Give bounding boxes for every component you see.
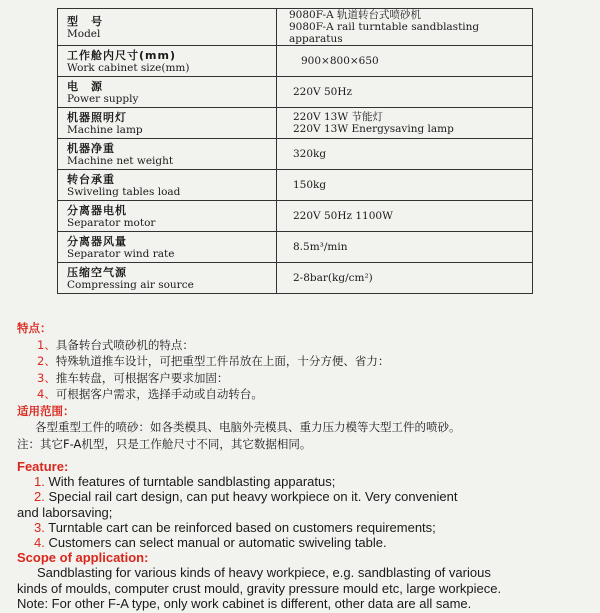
en-feature-item <box>17 474 592 489</box>
zh-label: 电 源 <box>67 79 103 93</box>
en-feature-item <box>17 489 592 504</box>
value-cell <box>277 201 533 232</box>
value-cell <box>277 263 533 294</box>
zh-label: 分离器风量 <box>67 234 127 248</box>
zh-label: 压缩空气源 <box>67 265 127 279</box>
item-number: 3、 <box>37 370 56 385</box>
item-number: 3. <box>34 519 45 535</box>
item-text: 特殊轨道推车设计，可把重型工件吊放在上面，十分方便、省力： <box>55 354 390 368</box>
item-text: With features of turntable sandblasting apparatus; <box>48 474 336 490</box>
table-row <box>58 139 533 170</box>
item-number: 4、 <box>37 387 56 401</box>
en-label: Machine lamp <box>67 123 143 136</box>
value-line: 220V 13W 节能灯 <box>293 111 383 123</box>
item-text: Turntable cart can be reinforced based on customers requirements; <box>48 519 436 535</box>
en-application-line: kinds of moulds, computer crust mould, gravity pressure mould etc, large workpiece. <box>17 580 502 596</box>
en-label: Swiveling tables load <box>67 185 181 198</box>
value-cell <box>277 77 533 108</box>
en-label: Model <box>67 27 101 40</box>
zh-label: 型 号 <box>67 14 103 28</box>
table-row <box>58 170 533 201</box>
value-line: 220V 50Hz 1100W <box>293 210 393 222</box>
en-feature-item <box>17 520 592 535</box>
label-cell <box>58 232 277 263</box>
en-label: Work cabinet size(mm) <box>67 61 190 74</box>
en-label: Machine net weight <box>67 154 174 167</box>
item-number: 1、 <box>37 337 56 352</box>
value-cell <box>277 232 533 263</box>
value-line: 9080F-A 轨道转台式喷砂机 <box>289 9 422 21</box>
zh-label: 分离器电机 <box>67 203 127 217</box>
label-cell <box>58 77 277 108</box>
table-row <box>58 108 533 139</box>
label-cell <box>58 263 277 294</box>
en-note: Note: For other F-A type, only work cabinet is different, other data are all same. <box>17 595 472 611</box>
label-cell <box>58 139 277 170</box>
item-number: 4. <box>34 535 45 551</box>
cn-feature-item <box>17 370 587 387</box>
en-label: Compressing air source <box>67 278 194 291</box>
zh-label: 机器净重 <box>67 141 115 155</box>
value-cell <box>277 139 533 170</box>
value-cell <box>277 9 533 46</box>
en-label: Power supply <box>67 92 139 105</box>
zh-label: 工作舱内尺寸(mm) <box>67 48 176 62</box>
label-cell <box>58 201 277 232</box>
table-row <box>58 263 533 294</box>
label-cell <box>58 108 277 139</box>
value-line: 900×800×650 <box>301 55 379 67</box>
table-row <box>58 201 533 232</box>
value-line: 9080F-A rail turntable sandblasting apparatus <box>289 21 480 45</box>
label-cell <box>58 9 277 46</box>
en-feature-continuation: and laborsaving; <box>17 504 113 520</box>
item-number: 2. <box>34 489 45 505</box>
en-description <box>17 459 592 611</box>
table-row <box>58 9 533 46</box>
item-number: 2、 <box>37 354 56 368</box>
en-label: Separator wind rate <box>67 247 175 260</box>
en-feature-item <box>17 535 592 550</box>
value-line: 150kg <box>293 179 327 191</box>
zh-label: 转台承重 <box>67 172 115 186</box>
value-line: 220V 13W Energysaving lamp <box>293 123 454 135</box>
cn-note: 注：其它F-A机型，只是工作舱尺寸不同，其它数据相同。 <box>17 436 312 451</box>
value-line: 220V 50Hz <box>293 86 353 98</box>
cn-feature-item <box>17 386 587 403</box>
value-line: 8.5m³/min <box>293 241 348 253</box>
en-application-line: Sandblasting for various kinds of heavy workpiece, e.g. sandblasting of various <box>37 565 491 581</box>
cn-application-heading: 适用范围： <box>17 403 75 418</box>
table-row <box>58 232 533 263</box>
cn-features-heading: 特点： <box>17 321 52 335</box>
cn-application-text: 各型重型工件的喷砂：如各类模具、电脑外壳模具、重力压力模等大型工件的喷砂。 <box>35 420 461 434</box>
value-line: 2-8bar(kg/cm²) <box>293 272 373 284</box>
item-text: Customers can select manual or automatic swiveling table. <box>48 535 387 551</box>
table-row <box>58 77 533 108</box>
item-text: 推车转盘，可根据客户要求加固： <box>55 370 229 385</box>
value-cell <box>277 108 533 139</box>
en-label: Separator motor <box>67 216 156 229</box>
value-line: 320kg <box>293 148 327 160</box>
zh-label: 机器照明灯 <box>67 110 127 124</box>
label-cell <box>58 170 277 201</box>
value-cell <box>277 46 533 77</box>
cn-feature-item <box>17 353 587 370</box>
table-row <box>58 46 533 77</box>
value-cell <box>277 170 533 201</box>
en-features-heading: Feature: <box>17 459 69 474</box>
cn-description <box>17 320 587 452</box>
spec-table <box>57 8 533 294</box>
en-application-heading: Scope of application: <box>17 550 149 566</box>
cn-feature-item <box>17 337 587 354</box>
item-text: 可根据客户需求，选择手动或自动转台。 <box>55 387 263 401</box>
item-number: 1. <box>34 474 45 490</box>
label-cell <box>58 46 277 77</box>
item-text: 具备转台式喷砂机的特点： <box>55 337 194 352</box>
item-text: Special rail cart design, can put heavy workpiece on it. Very convenient <box>48 489 458 505</box>
